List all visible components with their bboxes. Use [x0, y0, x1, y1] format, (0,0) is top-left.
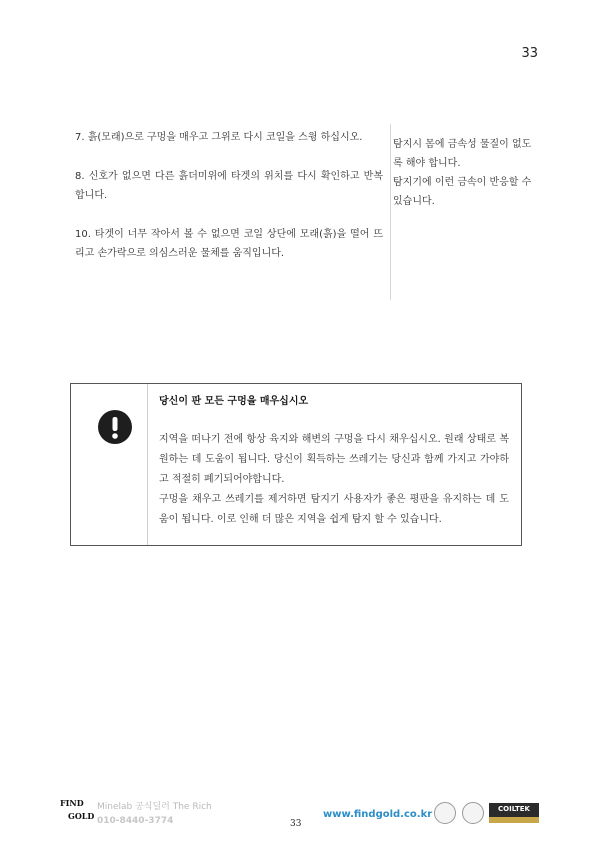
coiltek-stripe [489, 817, 539, 823]
side-note-2: 탐지기에 이런 금속이 반응할 수 있습니다. [393, 177, 532, 207]
logo-find-text: FIND [60, 798, 84, 808]
brand-badge-icon [434, 802, 456, 824]
notice-divider [147, 384, 148, 545]
side-note-1: 탐지시 몸에 금속성 물질이 없도록 해야 합니다. [393, 139, 532, 169]
website-link[interactable]: www.findgold.co.kr [323, 809, 433, 820]
phone-number: 010-8440-3774 [97, 816, 174, 826]
notice-paragraph-1: 지역을 떠나기 전에 항상 육지와 해변의 구멍을 다시 채우십시오. 원래 상태로 복원하는 데 도움이 됩니다. 당신이 획득하는 쓰레기는 당신과 함께 가지고 가야하고 적절히 폐기되어야합니다. [159, 434, 509, 485]
page-number-top: 33 [521, 46, 538, 61]
findgold-logo [60, 798, 94, 828]
page-number-bottom: 33 [290, 819, 302, 829]
logo-gold-text: GOLD [68, 811, 95, 821]
notice-box [70, 383, 522, 546]
exclamation-icon [98, 410, 132, 444]
steps-list [75, 128, 383, 283]
side-notes [393, 135, 535, 211]
coiltek-label: COILTEK [498, 805, 530, 813]
notice-body [159, 430, 509, 530]
column-divider [390, 124, 391, 300]
brand-logos [432, 800, 540, 830]
brand-badge-icon [462, 802, 484, 824]
step-7: 7. 흙(모래)으로 구멍을 매우고 그위로 다시 코일을 스윙 하십시오. [75, 132, 363, 143]
step-10: 10. 타겟이 너무 작아서 볼 수 없으면 코일 상단에 모래(흙)을 떨어 뜨리고 손가락으로 의심스러운 물체를 움직입니다. [75, 229, 383, 259]
notice-paragraph-2: 구멍을 채우고 쓰레기를 제거하면 탐지기 사용자가 좋은 평판을 유지하는 데 도움이 됩니다. 이로 인해 더 많은 지역을 쉽게 탐지 할 수 있습니다. [159, 494, 509, 525]
dealer-text: Minelab 공식딜러 The Rich [97, 802, 212, 812]
step-8: 8. 신호가 없으면 다른 흙더미위에 타겟의 위치를 다시 확인하고 반복합니다. [75, 171, 383, 201]
notice-title: 당신이 판 모든 구멍을 매우십시오 [159, 396, 309, 407]
coiltek-logo [489, 803, 539, 823]
